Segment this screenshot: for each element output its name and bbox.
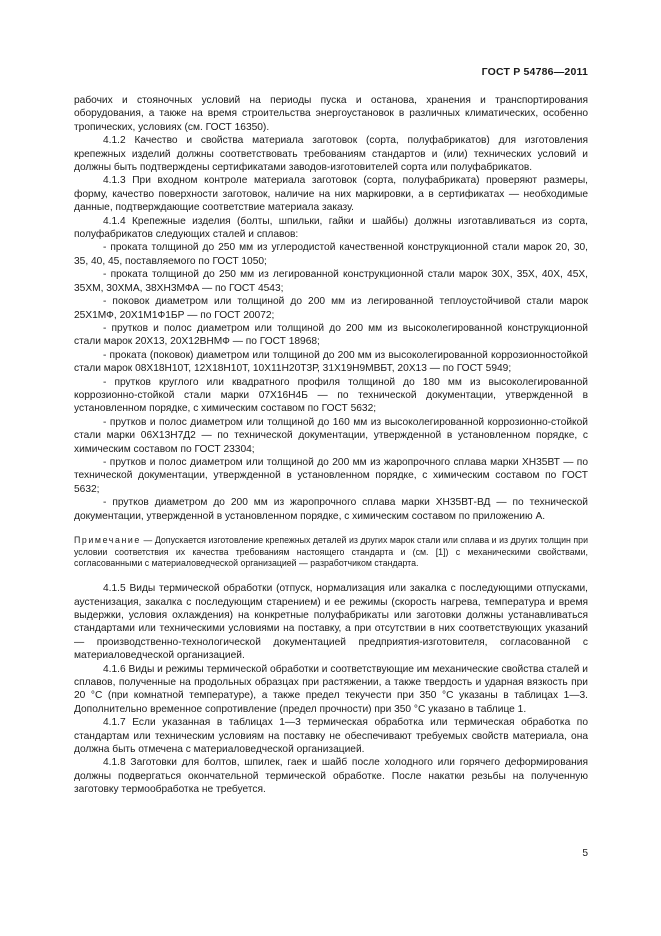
page-number: 5 — [582, 848, 588, 859]
paragraph: 4.1.6 Виды и режимы термической обработки и соответствующие им механические свойства сталей и сплавов, полученные на продольных образцах при растяжении, а также твердость и ударная вязкость при 20 °С (при комнатной температуре), а также предел текучести при 350 °С указаны в таблицах 1—3. Дополнительно временное сопротивление (предел прочности) при 350 °С указано в таблице 1. — [74, 663, 588, 715]
paragraph: 4.1.4 Крепежные изделия (болты, шпильки, гайки и шайбы) должны изготавливаться из сорта, полуфабрикатов следующих сталей и сплавов: — [74, 215, 588, 241]
note-text: — Допускается изготовление крепежных деталей из других марок стали или сплава и из других толщин при условии соответствия их качества требованиям настоящего стандарта и (см. [1]) с механическими свойствами, согласованными с материаловедческой организацией — разработчиком стандарта. — [74, 535, 588, 569]
list-item: - проката (поковок) диаметром или толщиной до 200 мм из высоколегированной коррозионностойкой стали марок 08Х18Н10Т, 12Х18Н10Т, 10Х11Н20Т3Р, 31Х19Н9МВБТ, 20Х13 — по ГОСТ 5949; — [74, 349, 588, 375]
note-block — [74, 535, 588, 570]
list-item: - прутков диаметром до 200 мм из жаропрочного сплава марки ХН35ВТ-ВД — по технической документации, утвержденной в установленном порядке, с химическим составом по приложению А. — [74, 497, 588, 522]
document-body — [74, 94, 588, 797]
note-label: Примечание — [74, 535, 141, 545]
list-item: - проката толщиной до 250 мм из углеродистой качественной конструкционной стали марок 20, 30, 35, 40, 45, поставляемого по ГОСТ 1050; — [74, 242, 588, 267]
paragraph: 4.1.3 При входном контроле материала заготовок (сорта, полуфабриката) проверяют размеры, форму, качество поверхности заготовок, наличие на них маркировки, а в сертификатах — необходимые данные, подтверждающие соответствие материала заказу. — [74, 175, 588, 214]
list-item: - прутков круглого или квадратного профиля толщиной до 180 мм из высоколегированной коррозионно-стойкой стали марки 07Х16Н4Б — по технической документации, утвержденной в установленном порядке, с химическим составом по ГОСТ 5632; — [74, 376, 588, 415]
document-number-header: ГОСТ Р 54786—2011 — [481, 66, 588, 78]
paragraph: 4.1.5 Виды термической обработки (отпуск, нормализация или закалка с последующими отпусками, аустенизация, закалка с последующим старением) и ее режимы (скорость нагрева, температура и время выдержки, условия охлаждения) на конкретные полуфабрикаты или заготовки должны устанавливаться стандартами или техническими условиями на поставку, а при отсутствии в них соответствующих указаний — производственно-технологической документацией предприятия-изготовителя, согласованной с материаловедческой организацией. — [74, 583, 588, 662]
list-item: - поковок диаметром или толщиной до 200 мм из легированной теплоустойчивой стали марок 25Х1МФ, 20Х1М1Ф1БР — по ГОСТ 20072; — [74, 296, 588, 321]
paragraph: 4.1.8 Заготовки для болтов, шпилек, гаек и шайб после холодного или горячего деформирования должны подвергаться окончательной термической обработке. После накатки резьбы на полученную заготовку термообработка не требуется. — [74, 757, 588, 796]
paragraph: 4.1.2 Качество и свойства материала заготовок (сорта, полуфабрикатов) для изготовления крепежных изделий должны соответствовать требованиям стандартов и (или) технических условий и должны быть подтверждены сертификатами заводов-изготовителей сорта или полуфабрикатов. — [74, 135, 588, 174]
paragraph: рабочих и стояночных условий на периоды пуска и останова, хранения и транспортирования оборудования, а также на время строительства энергоустановок в различных климатических, особенно тропических, условиях (см. ГОСТ 16350). — [74, 95, 588, 133]
paragraph: 4.1.7 Если указанная в таблицах 1—3 термическая обработка или термическая обработка по стандартам или техническим условиям на поставку не обеспечивают требуемых свойств материала, она должна быть отмечена с материаловедческой организацией. — [74, 717, 588, 755]
list-item: - проката толщиной до 250 мм из легированной конструкционной стали марок 30Х, 35Х, 40Х, 45Х, 35ХМ, 30ХМА, 38ХН3МФА — по ГОСТ 4543; — [74, 269, 588, 294]
list-item: - прутков и полос диаметром или толщиной до 160 мм из высоколегированной коррозионно-стойкой стали марки 06Х13Н7Д2 — по технической документации, утвержденной в установленном порядке, с химическим составом по ГОСТ 23304; — [74, 416, 588, 455]
list-item: - прутков и полос диаметром или толщиной до 200 мм из высоколегированной конструкционной стали марок 20Х13, 20Х12ВНМФ — по ГОСТ 18968; — [74, 322, 588, 348]
list-item: - прутков и полос диаметром или толщиной до 200 мм из жаропрочного сплава марки ХН35ВТ — по технической документации, утвержденной в установленном порядке, с химическим составом по ГОСТ 5632; — [74, 456, 588, 495]
